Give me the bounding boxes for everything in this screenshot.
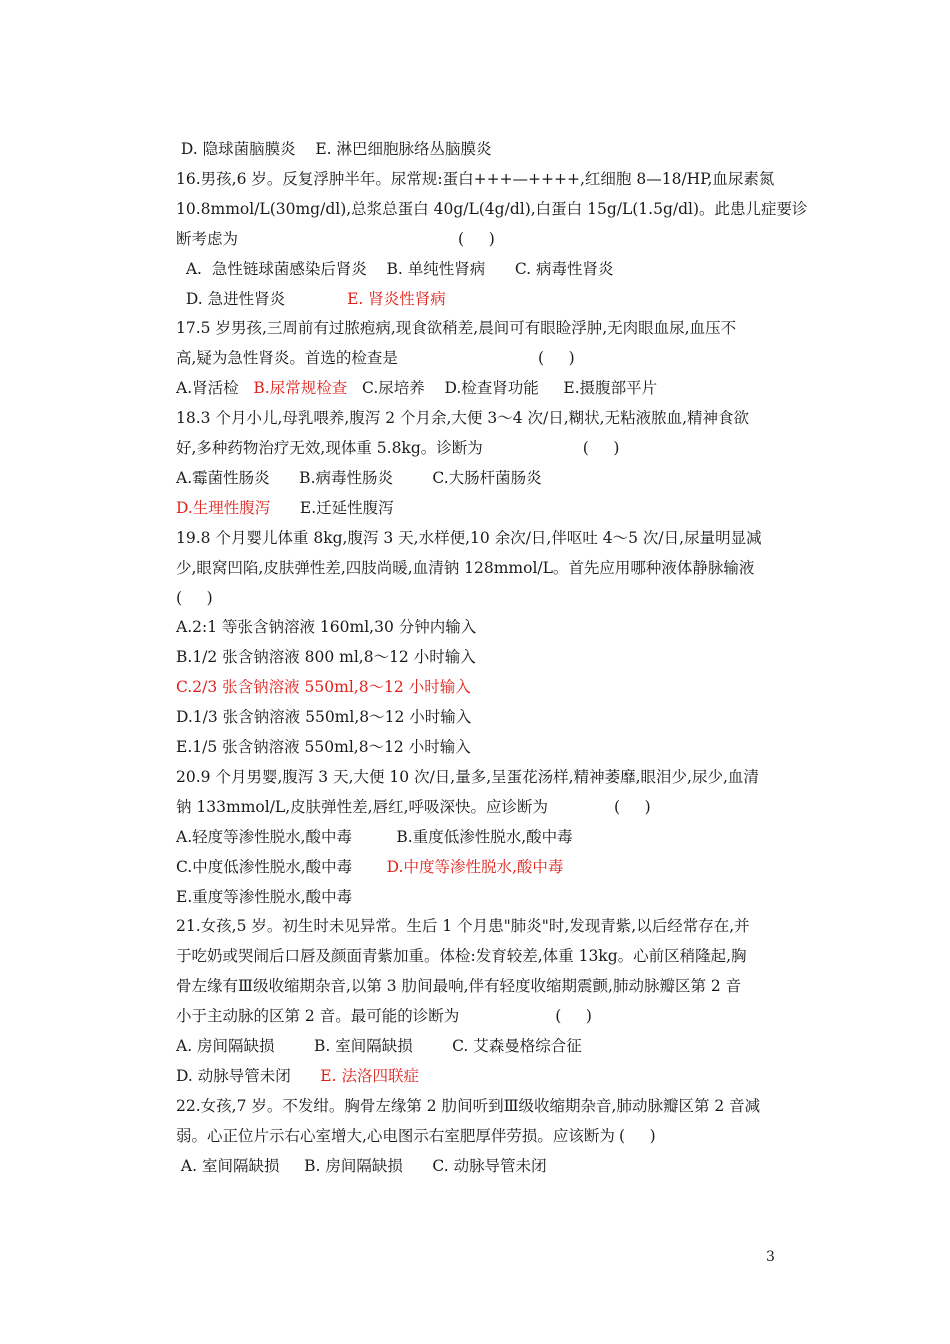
text-line: [176, 676, 471, 698]
text-segment: ( ): [614, 797, 651, 816]
text-line: [176, 945, 747, 967]
text-segment: 19.8 个月婴儿体重 8kg,腹泻 3 天,水样便,10 余次/日,伴呕吐 4～5 次/日,尿量明显减: [176, 528, 762, 547]
text-line: [176, 527, 762, 549]
text-segment: ( ): [555, 1007, 592, 1026]
text-segment: A.2:1 等张含钠溶液 160ml,30 分钟内输入: [176, 618, 477, 637]
answer-highlight: D.中度等渗性脱水,酸中毒: [386, 857, 564, 876]
answer-highlight: D.生理性腹泻: [176, 498, 271, 517]
text-line: [176, 1065, 419, 1087]
text-line: [176, 1035, 582, 1057]
text-segment: C.尿培养 D.检查肾功能 E.摄腹部平片: [347, 379, 658, 398]
text-line: [176, 646, 476, 668]
text-line: [176, 706, 471, 728]
text-segment: D. 急进性肾炎: [176, 289, 286, 308]
text-line: [176, 407, 749, 429]
text-segment: D.1/3 张含钠溶液 550ml,8～12 小时输入: [176, 708, 472, 727]
text-line: [176, 796, 651, 818]
text-line: [176, 258, 614, 280]
text-segment: 21.女孩,5 岁。初生时未见异常。生后 1 个月患"肺炎"时,发现青紫,以后经常存在,并: [176, 917, 750, 936]
text-segment: 18.3 个月小儿,母乳喂养,腹泻 2 个月余,大便 3～4 次/日,糊状,无粘液脓血,精神食欲: [176, 409, 750, 428]
answer-highlight: E. 肾炎性肾病: [347, 289, 446, 308]
text-segment: A. 室间隔缺损 B. 房间隔缺损 C. 动脉导管未闭: [176, 1156, 547, 1175]
text-line: [176, 587, 213, 609]
text-segment: A. 房间隔缺损 B. 室间隔缺损 C. 艾森曼格综合征: [176, 1037, 582, 1055]
text-segment: 10.8mmol/L(30mg/dl),总浆总蛋白 40g/L(4g/dl),白蛋白 15g/L(1.5g/dl)。此患儿症要诊: [176, 199, 808, 218]
text-line: [176, 228, 495, 250]
answer-highlight: E. 法洛四联症: [320, 1066, 419, 1085]
text-line: [176, 557, 754, 579]
text-line: [176, 198, 808, 220]
text-segment: 断考虑为: [176, 229, 239, 248]
text-line: [176, 1155, 547, 1177]
text-segment: 于吃奶或哭闹后口唇及颜面青紫加重。体检:发育较差,体重 13kg。心前区稍隆起,胸: [176, 947, 747, 966]
text-line: [176, 317, 736, 339]
text-segment: 17.5 岁男孩,三周前有过脓疱病,现食欲稍差,晨间可有眼睑浮肿,无肉眼血尿,血压不: [176, 319, 737, 338]
text-segment: C.中度低渗性脱水,酸中毒: [176, 857, 387, 876]
text-segment: ( ): [176, 588, 213, 607]
text-segment: E.1/5 张含钠溶液 550ml,8～12 小时输入: [176, 738, 471, 756]
text-segment: 16.男孩,6 岁。反复浮肿半年。尿常规:蛋白+++—++++,红细胞 8—18/HP,血尿素氮: [176, 169, 775, 188]
answer-highlight: C.2/3 张含钠溶液 550ml,8～12 小时输入: [176, 678, 471, 697]
text-line: [176, 467, 542, 489]
text-line: [176, 1005, 592, 1027]
text-segment: ( ): [582, 439, 620, 457]
text-line: [176, 915, 750, 937]
text-segment: 高,疑为急性肾炎。首选的检查是: [176, 349, 398, 368]
text-line: [176, 616, 476, 638]
text-segment: E.重度等渗性脱水,酸中毒: [176, 887, 353, 906]
text-line: [176, 1125, 656, 1147]
text-segment: B.1/2 张含钠溶液 800 ml,8～12 小时输入: [176, 648, 476, 667]
text-segment: D. 隐球菌脑膜炎 E. 淋巴细胞脉络丛脑膜炎: [176, 140, 492, 158]
text-segment: E.迁延性腹泻: [270, 498, 394, 517]
text-segment: ( ): [537, 349, 575, 368]
text-line: [176, 347, 575, 369]
text-segment: 少,眼窝凹陷,皮肤弹性差,四肢尚暖,血清钠 128mmol/L。首先应用哪种液体静脉输液: [176, 558, 755, 577]
text-line: [176, 975, 741, 997]
text-line: [176, 886, 352, 908]
text-segment: 钠 133mmol/L,皮肤弹性差,唇红,呼吸深快。应诊断为: [176, 797, 548, 816]
text-segment: A.霉菌性肠炎 B.病毒性肠炎 C.大肠杆菌肠炎: [176, 468, 542, 487]
text-line: [176, 377, 657, 399]
text-segment: 22.女孩,7 岁。不发绀。胸骨左缘第 2 肋间听到Ⅲ级收缩期杂音,肺动脉瓣区第 2 音减: [176, 1096, 761, 1115]
answer-highlight: B.尿常规检查: [253, 379, 348, 398]
text-line: [176, 856, 563, 878]
text-segment: 好,多种药物治疗无效,现体重 5.8kg。诊断为: [176, 439, 483, 457]
text-segment: A.肾活检: [176, 379, 254, 398]
text-line: [176, 766, 759, 788]
text-line: [176, 1095, 760, 1117]
text-line: [176, 138, 492, 160]
text-line: [176, 288, 446, 310]
text-segment: 小于主动脉的区第 2 音。最可能的诊断为: [176, 1007, 460, 1026]
text-segment: ( ): [458, 229, 495, 248]
text-segment: ( ): [618, 1126, 656, 1145]
text-segment: 20.9 个月男婴,腹泻 3 天,大便 10 次/日,量多,呈蛋花汤样,精神萎靡,眼泪少,尿少,血清: [176, 767, 759, 786]
text-segment: D. 动脉导管未闭: [176, 1066, 321, 1085]
text-line: [176, 437, 619, 459]
text-segment: 弱。心正位片示右心室增大,心电图示右室肥厚伴劳损。应该断为: [176, 1126, 615, 1145]
text-line: [176, 826, 573, 848]
text-line: [176, 168, 774, 190]
text-segment: A. 急性链球菌感染后肾炎 B. 单纯性肾病 C. 病毒性肾炎: [176, 259, 614, 278]
text-segment: A.轻度等渗性脱水,酸中毒 B.重度低渗性脱水,酸中毒: [176, 827, 573, 846]
text-segment: 骨左缘有Ⅲ级收缩期杂音,以第 3 肋间最响,伴有轻度收缩期震颤,肺动脉瓣区第 2 音: [176, 977, 742, 996]
text-line: [176, 736, 471, 758]
page-number: 3: [766, 1249, 775, 1265]
text-line: [176, 497, 394, 519]
